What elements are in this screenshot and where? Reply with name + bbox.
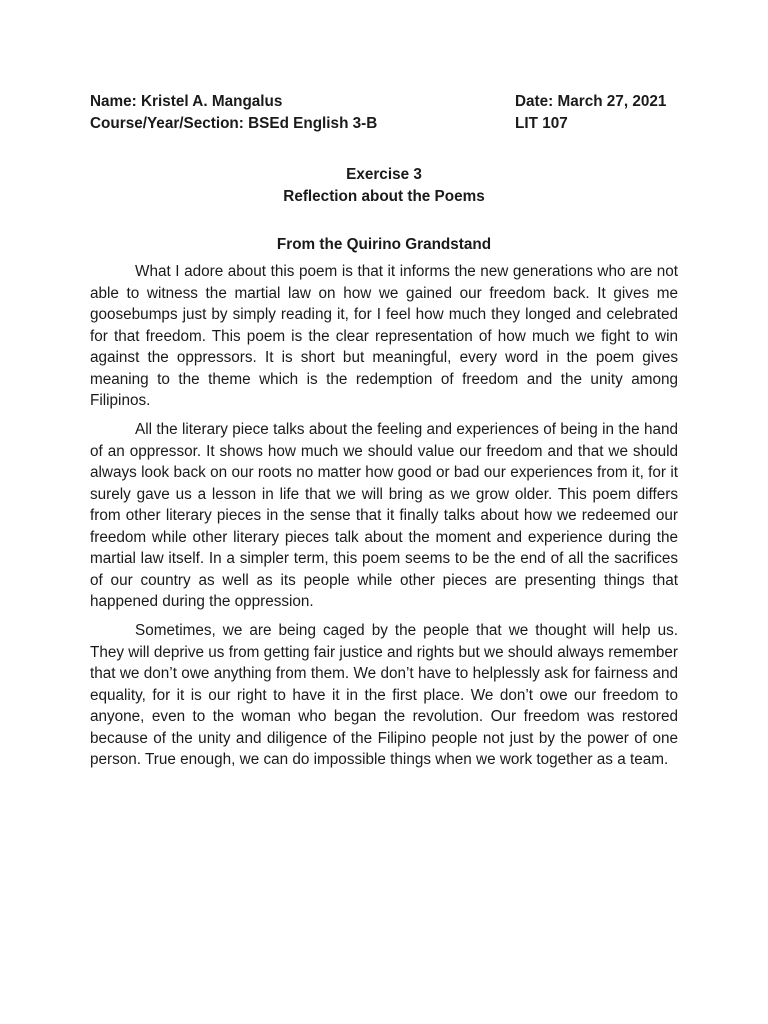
date-label: Date: March 27, 2021 <box>515 93 667 110</box>
reflection-body <box>90 261 678 771</box>
student-name: Name: Kristel A. Mangalus <box>90 93 283 110</box>
poem-title: From the Quirino Grandstand <box>276 236 492 253</box>
document-subtitle: Reflection about the Poems <box>283 188 485 205</box>
exercise-title: Exercise 3 <box>346 166 422 183</box>
course-section: Course/Year/Section: BSEd English 3-B <box>90 115 378 132</box>
header-row-1 <box>90 91 678 113</box>
paragraph: All the literary piece talks about the feeling and experiences of being in the hand of an oppressor. It shows how much we should value our freedom and that we should always look back on our roots no matter how good or bad our experiences from it, for it surely gave us a lesson in life that we will bring as we grow older. This poem differs from other literary pieces in the sense that it finally talks about how we redeemed our freedom while other literary pieces talk about the moment and experience during the martial law itself. In a simpler term, this poem seems to be the end of all the sacrifices of our country as well as its people while other pieces are presenting things that happened during the oppression. <box>90 421 678 610</box>
document-titles <box>90 164 678 208</box>
document-page <box>90 91 678 778</box>
paragraph: What I adore about this poem is that it informs the new generations who are not able to witness the martial law on how we gained our freedom back. It gives me goosebumps just by simply reading it, for I feel how much they longed and celebrated for that freedom. This poem is the clear representation of how much we fight to win against the oppressors. It is short but meaningful, every word in the poem gives meaning to the theme which is the redemption of freedom and the unity among Filipinos. <box>90 263 678 409</box>
header-row-2 <box>90 113 678 135</box>
subject-code: LIT 107 <box>515 115 568 132</box>
paragraph: Sometimes, we are being caged by the people that we thought will help us. They will deprive us from getting fair justice and rights but we should always remember that we don’t owe anything from them. We don’t have to helplessly ask for fairness and equality, for it is our right to have it in the first place. We don’t owe our freedom to anyone, even to the woman who began the revolution. Our freedom was restored because of the unity and diligence of the Filipino people not just by the power of one person. True enough, we can do impossible things when we work together as a team. <box>90 622 678 768</box>
